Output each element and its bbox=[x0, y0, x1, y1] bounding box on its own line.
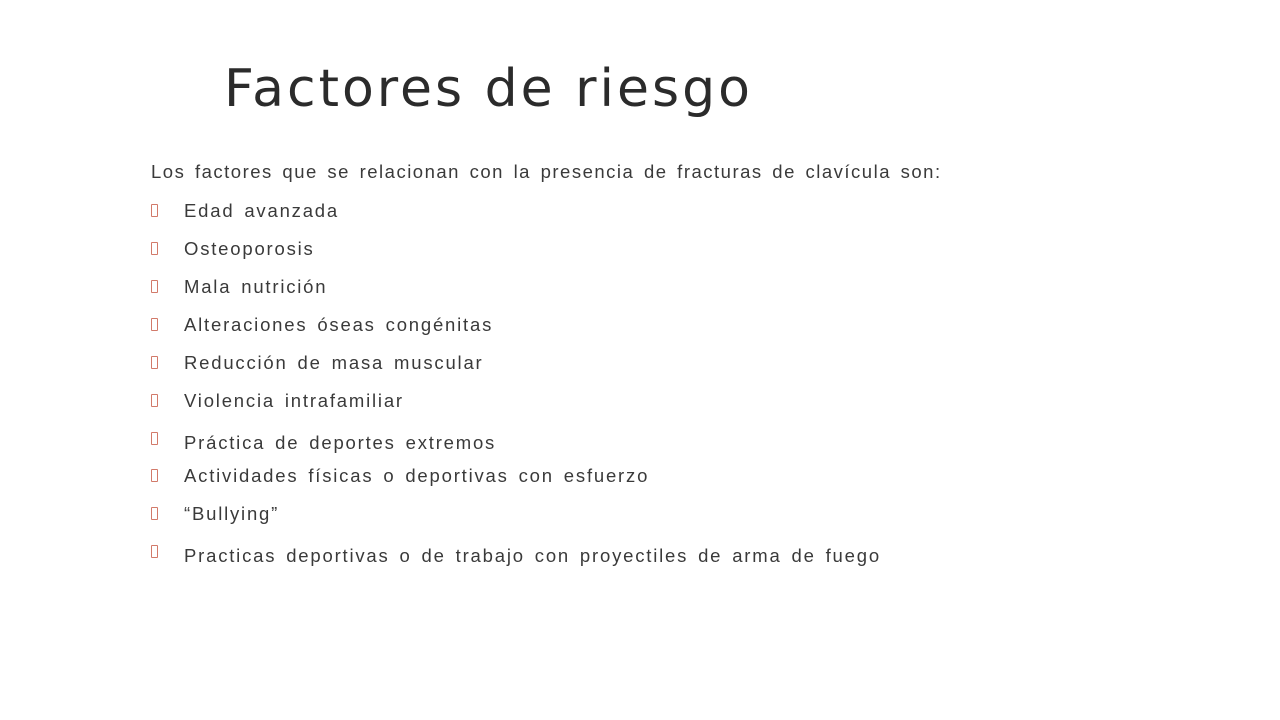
square-bullet-icon bbox=[151, 204, 158, 217]
square-bullet-icon bbox=[151, 280, 158, 293]
square-bullet-icon bbox=[151, 545, 158, 558]
square-bullet-icon bbox=[151, 356, 158, 369]
square-bullet-icon bbox=[151, 318, 158, 331]
square-bullet-icon bbox=[151, 432, 158, 445]
intro-text: Los factores que se relacionan con la presencia de fracturas de clavícula son: bbox=[151, 161, 942, 182]
list-item-label: Edad avanzada bbox=[184, 200, 339, 221]
list-item-label: Mala nutrición bbox=[184, 276, 328, 297]
square-bullet-icon bbox=[151, 242, 158, 255]
list-item-label: “Bullying” bbox=[184, 503, 280, 524]
list-item-label: Practicas deportivas o de trabajo con proyectiles de arma de fuego bbox=[184, 545, 881, 566]
square-bullet-icon bbox=[151, 469, 158, 482]
square-bullet-icon bbox=[151, 394, 158, 407]
list-item-label: Actividades físicas o deportivas con esfuerzo bbox=[184, 465, 650, 486]
list-item-label: Alteraciones óseas congénitas bbox=[184, 314, 494, 335]
list-item-label: Práctica de deportes extremos bbox=[184, 432, 497, 453]
list-item-label: Reducción de masa muscular bbox=[184, 352, 484, 373]
square-bullet-icon bbox=[151, 507, 158, 520]
list-item-label: Violencia intrafamiliar bbox=[184, 390, 404, 411]
slide-title: Factores de riesgo bbox=[224, 59, 753, 119]
list-item-label: Osteoporosis bbox=[184, 238, 315, 259]
